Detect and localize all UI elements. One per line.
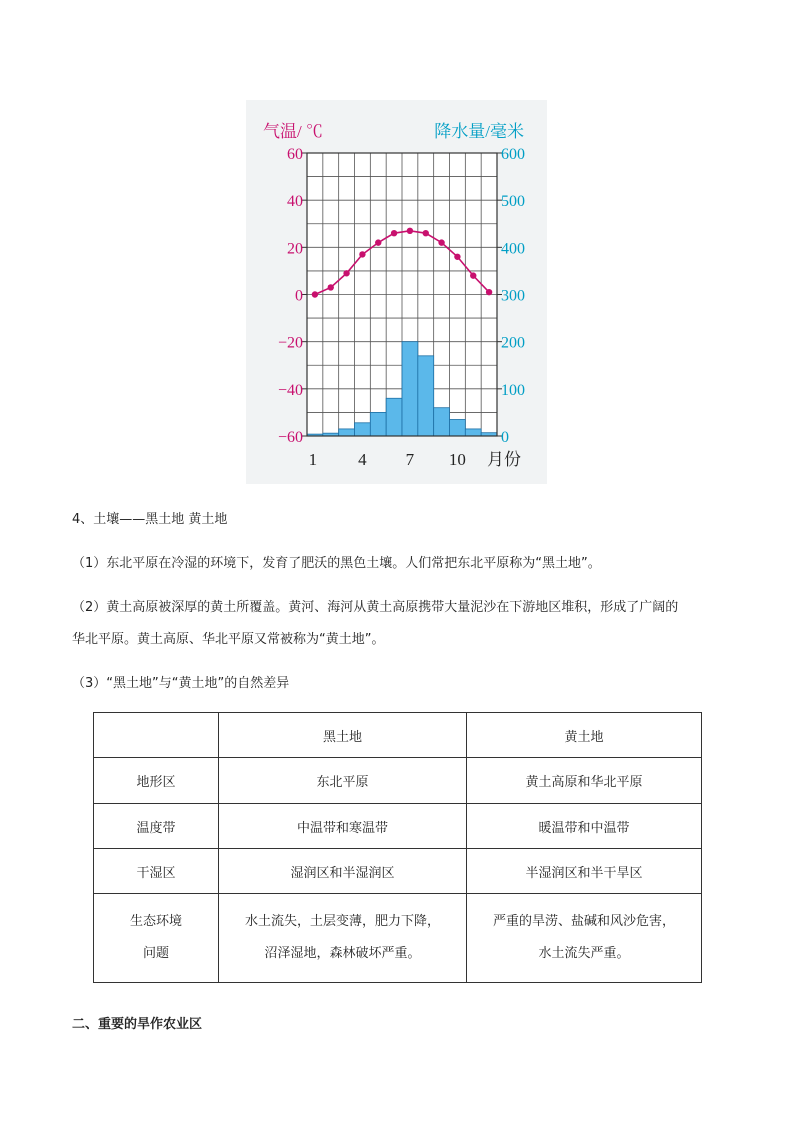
row-label: 温度带	[94, 804, 219, 849]
left-tick-label: −40	[277, 381, 303, 399]
precip-bar	[450, 419, 466, 436]
climate-chart-svg	[246, 100, 547, 484]
cell-yellow-eco	[467, 894, 702, 983]
right-tick-label: 100	[501, 381, 525, 399]
paragraph-2-line-1: （2）黄土高原被深厚的黄土所覆盖。黄河、海河从黄土高原携带大量泥沙在下游地区堆积，形成了广阔的	[72, 600, 679, 615]
table-row	[94, 804, 702, 849]
temperature-point	[343, 270, 349, 276]
left-tick-label: 20	[287, 240, 303, 258]
left-tick-label: 40	[287, 193, 303, 211]
x-tick-label: 1	[308, 450, 318, 469]
precip-bar	[355, 423, 371, 436]
eco-label-line-2: 问题	[142, 946, 169, 961]
eco-black-line-2: 沼泽湿地，森林破坏严重。	[264, 946, 421, 961]
right-tick-label: 500	[501, 193, 525, 211]
section-2-title: 二、重要的旱作农业区	[72, 1017, 203, 1032]
temperature-point	[438, 239, 444, 245]
left-tick-label: −20	[277, 334, 303, 352]
temperature-point	[470, 272, 476, 278]
table-header-black-soil: 黑土地	[219, 713, 467, 758]
climate-chart	[246, 100, 547, 484]
temperature-point	[391, 230, 397, 236]
eco-label-line-1: 生态环境	[129, 914, 182, 929]
left-tick-label: 60	[287, 146, 303, 163]
x-unit-label: 月份	[487, 450, 521, 469]
table-row	[94, 849, 702, 894]
precip-bar	[402, 342, 418, 436]
x-tick-label: 10	[448, 450, 466, 469]
precip-bar	[339, 429, 355, 436]
paragraph-1: （1）东北平原在冷湿的环境下，发育了肥沃的黑色土壤。人们常把东北平原称为“黑土地”。	[72, 556, 601, 571]
temperature-point	[359, 251, 365, 257]
cell-yellow: 半湿润区和半干旱区	[467, 849, 702, 894]
comparison-table	[93, 712, 702, 983]
left-tick-label: −60	[277, 429, 303, 446]
table-header-corner	[94, 713, 219, 758]
right-tick-label: 200	[501, 334, 525, 352]
cell-black: 中温带和寒温带	[219, 804, 467, 849]
table-row	[94, 758, 702, 804]
precip-bar	[386, 398, 402, 436]
row-label: 地形区	[94, 758, 219, 804]
table-header-yellow-soil: 黄土地	[467, 713, 702, 758]
table-header-row	[94, 713, 702, 758]
temperature-point	[312, 291, 318, 297]
right-tick-label: 600	[501, 146, 525, 163]
eco-black-line-1: 水土流失，土层变薄，肥力下降，	[244, 914, 440, 929]
left-tick-label: 0	[295, 287, 303, 305]
table-row-eco	[94, 894, 702, 983]
paragraph-3: （3）“黑土地”与“黄土地”的自然差异	[72, 676, 290, 691]
cell-yellow: 暖温带和中温带	[467, 804, 702, 849]
cell-black-eco	[219, 894, 467, 983]
right-tick-label: 0	[501, 429, 509, 446]
right-tick-label: 300	[501, 287, 525, 305]
eco-yellow-line-2: 水土流失严重。	[538, 946, 630, 961]
temperature-point	[375, 239, 381, 245]
cell-yellow: 黄土高原和华北平原	[467, 758, 702, 804]
temperature-point	[486, 289, 492, 295]
eco-yellow-line-1: 严重的旱涝、盐碱和风沙危害，	[492, 914, 675, 929]
right-tick-label: 400	[501, 240, 525, 258]
heading-soil: 4、土壤——黑土地 黄土地	[72, 512, 228, 527]
temperature-point	[407, 228, 413, 234]
x-tick-label: 7	[405, 450, 415, 469]
cell-black: 湿润区和半湿润区	[219, 849, 467, 894]
precip-bar	[418, 356, 434, 436]
temperature-point	[454, 254, 460, 260]
temperature-point	[423, 230, 429, 236]
precip-bar	[434, 408, 450, 436]
paragraph-2-line-2: 华北平原。黄土高原、华北平原又常被称为“黄土地”。	[72, 632, 385, 647]
left-axis-title: 气温/ ℃	[263, 122, 323, 141]
right-axis-title: 降水量/毫米	[434, 122, 524, 141]
cell-black: 东北平原	[219, 758, 467, 804]
row-label: 干湿区	[94, 849, 219, 894]
x-tick-label: 4	[358, 450, 367, 469]
temperature-point	[328, 284, 334, 290]
precip-bar	[370, 412, 386, 436]
row-label-eco	[94, 894, 219, 983]
precip-bar	[465, 429, 481, 436]
